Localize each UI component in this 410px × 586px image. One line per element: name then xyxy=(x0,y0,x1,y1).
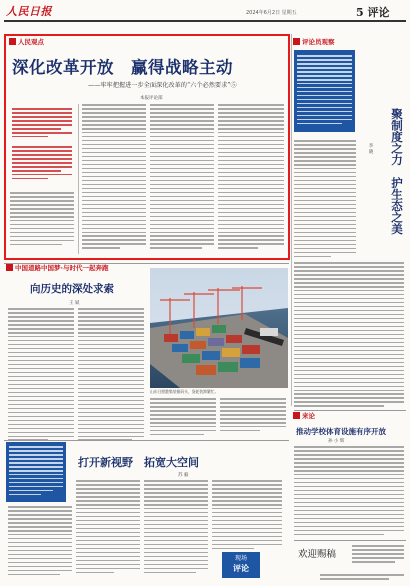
main-column-tag: 人民观点 xyxy=(9,38,44,47)
harbor-photo xyxy=(150,268,288,388)
main-subheadline: ——牢牢把握进一步全面深化改革的“六个必然要求”⑤ xyxy=(88,82,237,89)
sidebar-summary-text xyxy=(297,55,352,127)
lower-mid-body-4 xyxy=(212,480,282,552)
lower-mid-summary-text xyxy=(9,446,63,498)
main-body-col-3 xyxy=(150,104,214,251)
masthead-rule xyxy=(4,20,406,22)
main-col-divider xyxy=(78,104,79,254)
main-pullquote-2 xyxy=(12,146,72,182)
date-line: 2024年6月2日 星期五 xyxy=(246,10,297,16)
lower-left-body-1 xyxy=(8,308,74,443)
harbor-photo-image xyxy=(150,268,288,388)
page-label: 5 评论 xyxy=(356,6,390,19)
lower-mid-headline: 打开新视野 拓宽大空间 xyxy=(78,456,199,469)
footer-credits xyxy=(320,574,404,582)
lower-right-byline: 孙 小 辉 xyxy=(328,439,345,444)
section-rule xyxy=(294,410,406,411)
lower-mid-body-3 xyxy=(144,480,208,576)
lower-right-headline: 推动学校体育设施有序开放 xyxy=(296,427,386,436)
lower-left-byline: 王 斌 xyxy=(69,301,80,306)
sidebar-body-lower xyxy=(294,262,404,409)
lower-left-body-2 xyxy=(78,308,144,443)
sidebar-byline: 李 晓 xyxy=(368,143,373,154)
column-marker-icon xyxy=(9,38,16,45)
sidebar-column-tag: 评论员观察 xyxy=(293,38,335,47)
lower-left-headline: 向历史的深处求索 xyxy=(30,283,114,295)
lower-mid-byline: 苏 毅 xyxy=(178,473,189,478)
logo-line-1: 现场 xyxy=(234,555,247,562)
masthead-logo: 人民日报 xyxy=(6,5,52,18)
logo-line-2: 评论 xyxy=(233,563,249,573)
section-rule xyxy=(4,440,289,441)
main-body-col-4 xyxy=(218,104,284,251)
lower-right-column-tag: 来论 xyxy=(293,412,315,421)
footer-box-title: 欢迎赐稿 xyxy=(298,549,337,560)
photo-caption: 山东日照港集装箱码头，货轮装卸繁忙。 xyxy=(150,389,219,394)
main-pullquote-1 xyxy=(12,108,72,140)
lower-right-body xyxy=(294,446,404,538)
sidebar-body-upper xyxy=(294,140,356,260)
lower-mid-body-2 xyxy=(76,480,140,576)
section-rule xyxy=(294,540,406,541)
sidebar-col-divider xyxy=(291,34,292,406)
main-body-col-1b xyxy=(10,192,74,248)
lower-mid-body-1 xyxy=(8,506,72,578)
column-marker-icon xyxy=(293,38,300,45)
column-marker-icon xyxy=(6,264,13,271)
column-marker-icon xyxy=(293,412,300,419)
lower-left-body-4 xyxy=(220,398,286,434)
footer-box-text xyxy=(352,545,404,565)
main-byline: 本报评论部 xyxy=(140,96,163,101)
live-comment-logo xyxy=(222,552,260,578)
lower-left-body-3 xyxy=(150,398,216,438)
lower-left-column-tag: 中国道路中国梦·与时代一起奔跑 xyxy=(6,264,108,273)
main-headline: 深化改革开放 赢得战略主动 xyxy=(12,58,233,77)
sidebar-headline: 聚制度之力 护生态之美 xyxy=(390,108,404,235)
main-body-col-2 xyxy=(82,104,146,251)
